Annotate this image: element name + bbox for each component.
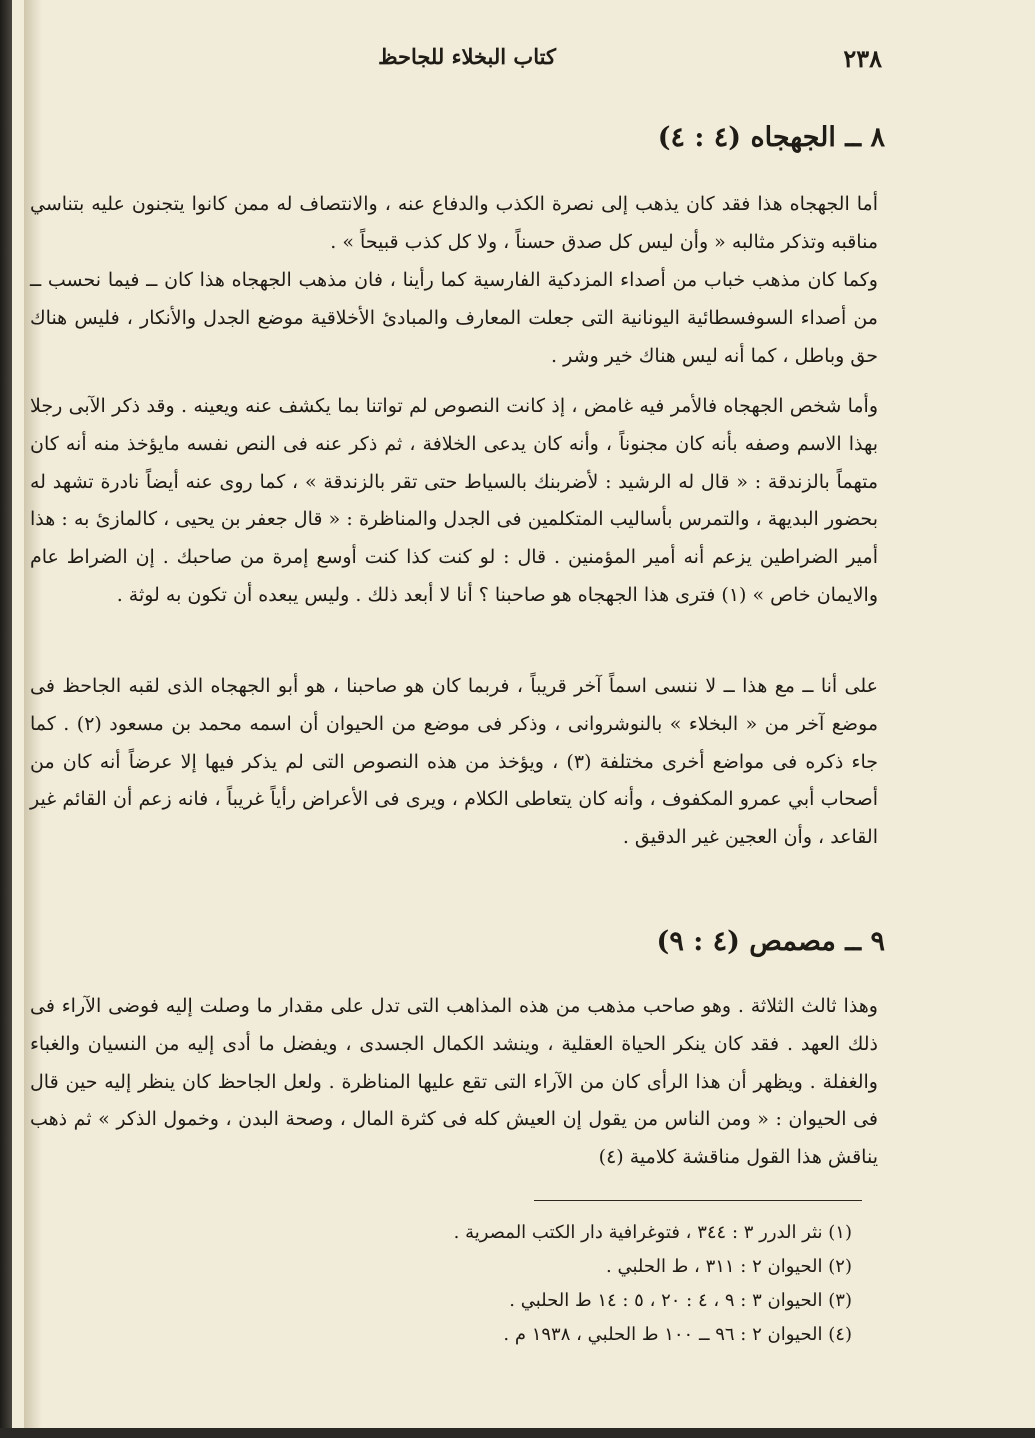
scan-bottom-edge <box>0 1428 1035 1438</box>
footnote-3 <box>312 1286 852 1316</box>
page-number: ٢٣٨ <box>843 44 882 73</box>
footnote-text: (٢) الحيوان ٢ : ٣١١ ، ط الحلبي . <box>606 1256 852 1277</box>
footnote-text: (٣) الحيوان ٣ : ٩ ، ٤ : ٢٠ ، ٥ : ١٤ ط الحلبي . <box>509 1290 852 1311</box>
paragraph: أما الجهجاه هذا فقد كان يذهب إلى نصرة الكذب والدفاع عنه ، والانتصاف له ممن كانوا يتجنون عليه بتناسي مناقبه وتذكر مثالبه « وأن ليس كل صدق حسناً ، ولا كل كذب قبيحاً » . <box>30 193 878 253</box>
footnote-4 <box>312 1320 852 1350</box>
paragraph: وكما كان مذهب خباب من أصداء المزدكية الفارسية كما رأينا ، فان مذهب الجهجاه هذا كان ــ فيما نحسب ــ من أصداء السوفسطائية اليونانية التى جعلت المعارف والمبادئ الأخلاقية موضع الجدل والأنكار ، فليس هناك حق وباطل ، كما أنه ليس هناك خير وشر . <box>30 269 878 367</box>
running-title: كتاب البخلاء للجاحظ <box>378 44 556 69</box>
paragraph: وأما شخص الجهجاه فالأمر فيه غامض ، إذ كانت النصوص لم تواتنا بما يكشف عنه ويعينه . وقد ذكر الآبى رجلا بهذا الاسم وصفه بأنه كان مجنوناً ، وأنه كان يدعى الخلافة ، ثم ذكر عنه فى النص نفسه مايؤخذ منه أنه كان متهماً بالزندقة : « قال له الرشيد : لأضربنك بالسياط حتى تقر بالزندقة » ، كما روى عنه أيضاً نادرة تشهد له بحضور البديهة ، والتمرس بأساليب المتكلمين فى الجدل والمناظرة : « قال جعفر بن يحيى ، كالمازئ به : هذا أمير الضراطين يزعم أنه أمير المؤمنين . قال : لو كنت كذا كنت أوسع إمرة من صاحبك . إن الضراط عام والايمان خاص » (١) فترى هذا الجهجاه هو صاحبنا ؟ أنا لا أبعد ذلك . وليس يبعده أن تكون به لوثة . <box>30 395 878 606</box>
footnote-1 <box>312 1218 852 1248</box>
section-heading-9: ٩ ــ مصمص (٤ : ٩) <box>656 926 885 957</box>
book-page <box>12 0 1035 1428</box>
footnote-2 <box>312 1252 852 1282</box>
footnote-text: (٤) الحيوان ٢ : ٩٦ ــ ١٠٠ ط الحلبي ، ١٩٣٨ م . <box>503 1324 852 1345</box>
page-content <box>12 0 1035 1428</box>
scan-left-edge <box>0 0 12 1438</box>
paragraph: على أنا ــ مع هذا ــ لا ننسى اسماً آخر قريباً ، فربما كان هو صاحبنا ، هو أبو الجهجاه الذى لقبه الجاحظ فى موضع آخر من « البخلاء » بالنوشروانى ، وذكر فى موضع من الحيوان أن اسمه محمد بن مسعود (٢) . كما جاء ذكره فى مواضع أخرى مختلفة (٣) ، ويؤخذ من هذه النصوص التى لم يذكر فيها إلا عرضاً أنه كان من أصحاب أبي عمرو المكفوف ، وأنه كان يتعاطى الكلام ، ويرى فى الأعراض رأياً غريباً ، فانه زعم أن القائم غير القاعد ، وأن العجين غير الدقيق . <box>30 675 879 849</box>
section-heading-8: ٨ ــ الجهجاه (٤ : ٤) <box>657 122 885 153</box>
paragraph: وهذا ثالث الثلاثة . وهو صاحب مذهب من هذه المذاهب التى تدل على مقدار ما وصلت إليه فوضى الآراء فى ذلك العهد . فقد كان ينكر الحياة العقلية ، وينشد الكمال الجسدى ، ويفضل ما أدى إليه من النسيان والغباء والغفلة . ويظهر أن هذا الرأى كان من الآراء التى تقع عليها المناظرة . ولعل الجاحظ كان ينظر إليه حين قال فى الحيوان : « ومن الناس من يقول إن العيش كله فى كثرة المال ، وصحة البدن ، وخمول الذكر » ثم ذهب يناقش هذا القول مناقشة كلامية (٤) <box>30 995 878 1169</box>
footnote-text: (١) نثر الدرر ٣ : ٣٤٤ ، فتوغرافية دار الكتب المصرية . <box>453 1222 852 1243</box>
footnote-divider <box>534 1200 862 1201</box>
